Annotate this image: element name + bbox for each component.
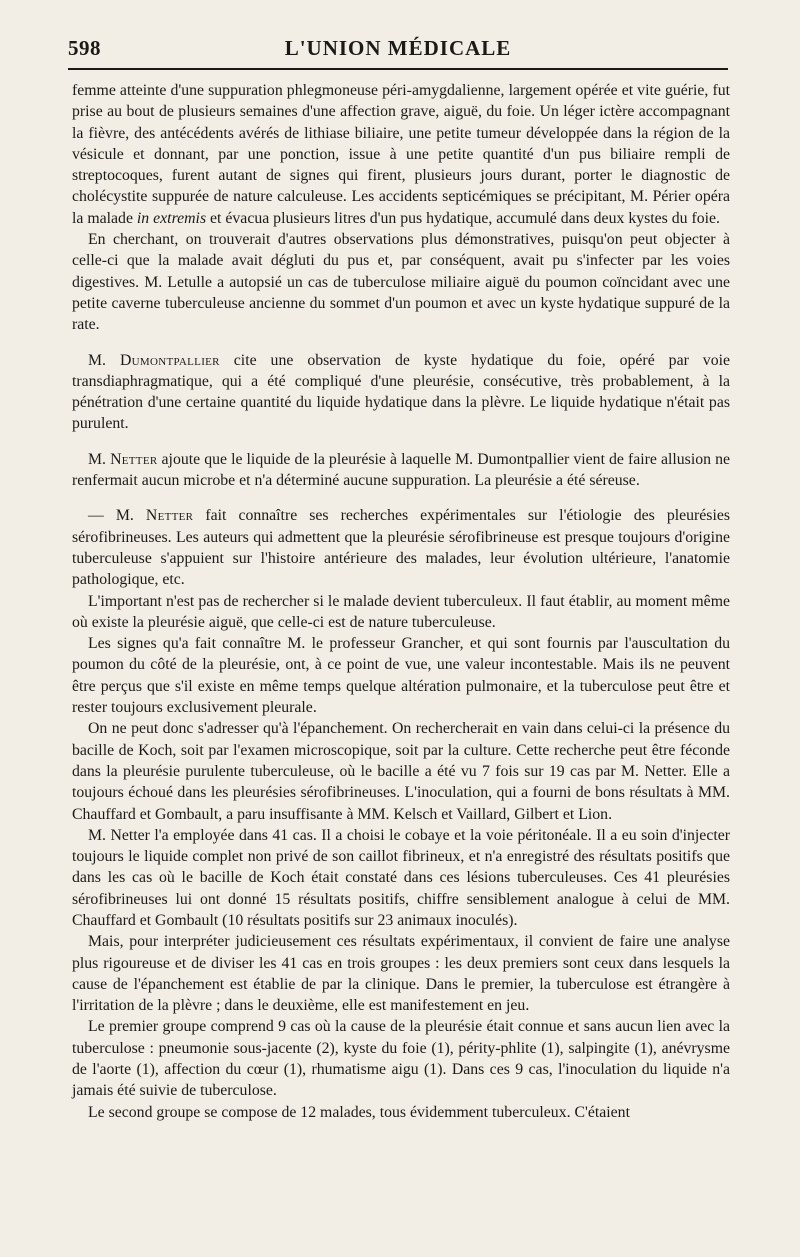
paragraph-text: M. Netter l'a employée dans 41 cas. Il a choisi le cobaye et la voie péritonéale. Il a eu soin d'injecter toujours le liquide complet non privé de son caillot fibrineux, et n'a enregistré des résultats positifs que dans les cas où le bacille de Koch était constaté dans ces lésions tuberculeuses. Ces 41 pleurésies sérofibrineuses lui ont donné 15 résultats positifs, chiffre sensiblement analogue à celui de MM. Chauffard et Gombault (10 résultats positifs sur 23 animaux inoculés). bbox=[72, 826, 730, 929]
article-body bbox=[72, 80, 730, 1123]
paragraph bbox=[72, 718, 730, 824]
page-number: 598 bbox=[68, 36, 101, 60]
paragraph bbox=[72, 931, 730, 1016]
paragraph bbox=[72, 591, 730, 634]
paragraph bbox=[72, 1102, 730, 1123]
paragraph-text: M. bbox=[88, 450, 111, 468]
paragraph-text: et évacua plusieurs litres d'un pus hydatique, accumulé dans deux kystes du foie. bbox=[206, 209, 721, 227]
paragraph bbox=[72, 825, 730, 931]
paragraph-text: Les signes qu'a fait connaître M. le professeur Grancher, et qui sont fournis par l'auscultation du poumon du côté de la pleurésie, ont, à ce point de vue, une valeur incontestable. Mais ils ne peuvent être perçus que s'il existe en même temps quelque altération pulmonaire, et la tuberculose peut être et rester toujours exclusivement pleurale. bbox=[72, 635, 730, 717]
paragraph-text: Le second groupe se compose de 12 malades, tous évidemment tuberculeux. C'étaient bbox=[88, 1103, 630, 1121]
speaker-name: Netter bbox=[145, 507, 194, 525]
italic-phrase: in extremis bbox=[136, 209, 207, 227]
page-header bbox=[68, 34, 728, 66]
paragraph bbox=[72, 505, 730, 590]
journal-title: L'UNION MÉDICALE bbox=[284, 36, 512, 60]
paragraph-text: M. bbox=[88, 351, 120, 369]
paragraph-text: — M. bbox=[88, 507, 146, 525]
paragraph bbox=[72, 350, 730, 435]
paragraph bbox=[72, 229, 730, 335]
paragraph-text: cite une observation de kyste hydatique du foie, opéré par voie transdiaphragmatique, qui a été compliqué d'une pleurésie, consécutive, très probablement, à la pénétration d'une certaine quantité du liquide hydatique dans la plèvre. Le liquide hydatique n'était pas purulent. bbox=[72, 351, 730, 433]
paragraph bbox=[72, 1016, 730, 1101]
paragraph-text: femme atteinte d'une suppuration phlegmoneuse péri-amygdalienne, largement opérée et vite guérie, fut prise au bout de plusieurs semaines d'une affection grave, aiguë, du foie. Un léger ictère accompagnant la fièvre, des antécédents avérés de lithiase biliaire, une petite tumeur développée dans la région de la vésicule et donnant, par une ponction, issue à une petite quantité d'un pus biliaire rempli de streptocoques, furent autant de signes qui firent, plusieurs jours durant, porter le diagnostic de cholécystite suppurée de nature calculeuse. Les accidents septicémiques se précipitant, M. Périer opéra la malade bbox=[72, 82, 730, 227]
paragraph-text: Mais, pour interpréter judicieusement ces résultats expérimentaux, il convient de faire une analyse plus rigoureuse et de diviser les 41 cas en trois groupes : les deux premiers sont ceux dans lesquels la cause de l'épanchement est établie de par la clinique. Dans le premier, la tuberculose est étrangère à l'irritation de la plèvre ; dans le deuxième, elle est manifestement en jeu. bbox=[72, 933, 730, 1015]
paragraph bbox=[72, 633, 730, 718]
paragraph bbox=[72, 449, 730, 492]
paragraph-text: Le premier groupe comprend 9 cas où la cause de la pleurésie était connue et sans aucun lien avec la tuberculose : pneumonie sous-jacente (2), kyste du foie (1), périty-phlite (1), salpingite (1), anévrysme de l'aorte (1), affection du cœur (1), rhumatisme aigu (1). Dans ces 9 cas, l'inoculation du liquide n'a jamais été suivie de tuberculose. bbox=[72, 1018, 730, 1100]
header-rule bbox=[68, 68, 728, 70]
speaker-name: Dumontpallier bbox=[119, 351, 220, 369]
speaker-name: Netter bbox=[110, 450, 158, 468]
paragraph-text: fait connaître ses recherches expérimentales sur l'étiologie des pleurésies sérofibrineuses. Les auteurs qui admettent que la pleurésie sérofibrineuse est presque toujours d'origine tuberculeuse s'appuient sur l'histoire antérieure des malades, leur évolution ultérieure, l'anatomie pathologique, etc. bbox=[72, 507, 730, 589]
paragraph-text: On ne peut donc s'adresser qu'à l'épanchement. On rechercherait en vain dans celui-ci la présence du bacille de Koch, soit par l'examen microscopique, soit par la culture. Cette recherche peut être féconde dans la pleurésie purulente tuberculeuse, où le bacille a été vu 7 fois sur 19 cas par M. Netter. Elle a toujours échoué dans les pleurésies sérofibrineuses. L'inoculation, qui a fourni de bons résultats à MM. Chauffard et Gombault, a paru insuffisante à MM. Kelsch et Vaillard, Gilbert et Lion. bbox=[72, 720, 730, 823]
paragraph-text: L'important n'est pas de rechercher si le malade devient tuberculeux. Il faut établir, au moment même où existe la pleurésie aiguë, que celle-ci est de nature tuberculeuse. bbox=[72, 592, 730, 631]
paragraph bbox=[72, 80, 730, 229]
paragraph-text: ajoute que le liquide de la pleurésie à laquelle M. Dumontpallier vient de faire allusion ne renfermait aucun microbe et n'a déterminé aucune suppuration. La pleurésie a été séreuse. bbox=[72, 450, 730, 490]
paragraph-text: En cherchant, on trouverait d'autres observations plus démonstratives, puisqu'on peut objecter à celle-ci que la malade avait dégluti du pus et, par conséquent, avait pu s'infecter par les voies digestives. M. Letulle a autopsié un cas de tuberculose miliaire aiguë du poumon coïncidant avec une petite caverne tuberculeuse ancienne du sommet d'un poumon et avec un kyste hydatique suppuré de la rate. bbox=[72, 231, 730, 334]
